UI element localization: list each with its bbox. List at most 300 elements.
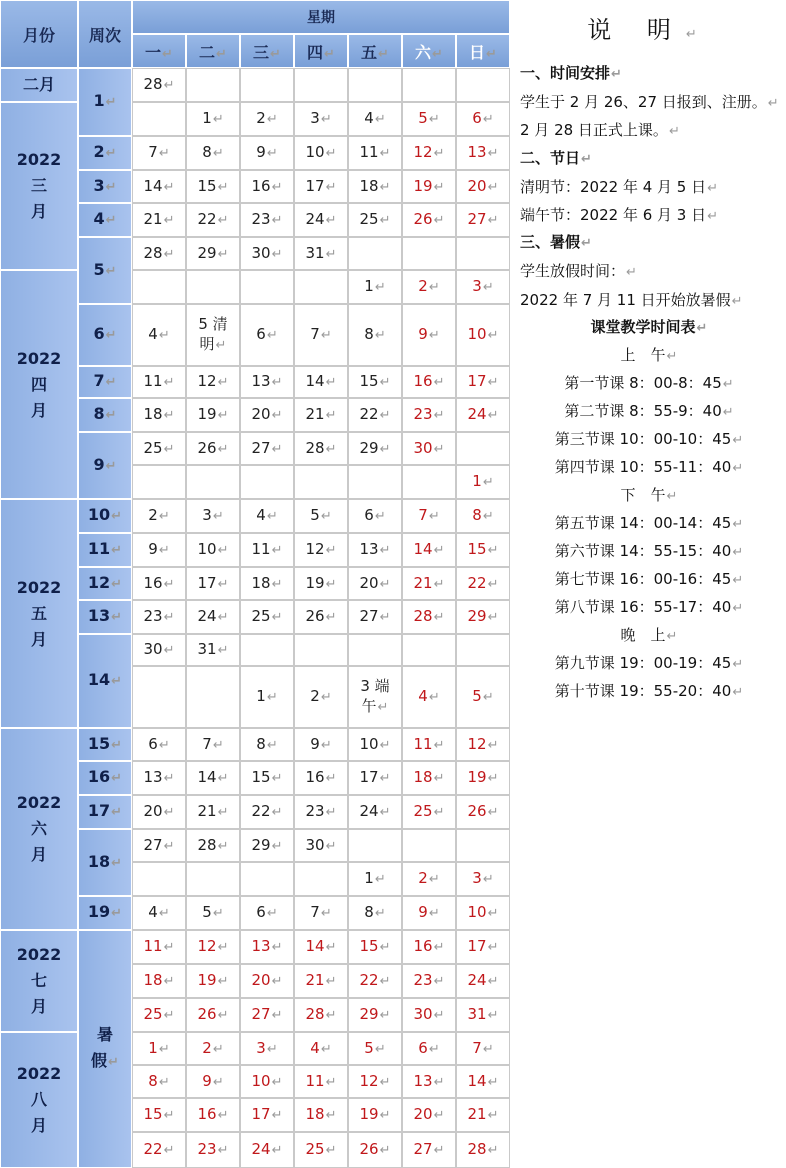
day-cell xyxy=(294,398,348,432)
day-number: 24 ↵ xyxy=(198,606,229,628)
day-cell xyxy=(294,102,348,136)
morning-label: 上 午 ↵ xyxy=(512,344,786,365)
day-cell xyxy=(240,761,294,795)
day-cell xyxy=(456,998,510,1032)
week-cell xyxy=(78,728,132,761)
day-cell xyxy=(132,499,186,533)
month-label: 2022 五 月 xyxy=(16,577,62,649)
day-cell xyxy=(186,304,240,366)
day-number: 29 ↵ xyxy=(360,438,391,460)
day-cell xyxy=(240,567,294,600)
day-cell xyxy=(294,1132,348,1168)
day-number: 3 ↵ xyxy=(202,505,223,527)
day-number: 13 ↵ xyxy=(414,1071,445,1093)
day-number: 1 ↵ xyxy=(472,471,493,493)
week-cell xyxy=(78,398,132,432)
day-cell xyxy=(132,1065,186,1098)
day-cell xyxy=(240,930,294,964)
day-number: 2 ↵ xyxy=(310,686,331,708)
day-cell xyxy=(348,136,402,170)
day-number: 20 ↵ xyxy=(414,1104,445,1126)
month-cell xyxy=(0,102,78,270)
day-number: 8 ↵ xyxy=(364,902,385,924)
day-number: 29 ↵ xyxy=(252,835,283,857)
day-cell xyxy=(402,366,456,398)
week-label: 暑 假 ↵ xyxy=(91,1022,119,1076)
weekday-group-header xyxy=(132,0,510,34)
day-number: 23 ↵ xyxy=(414,970,445,992)
weekday-label: 六 ↵ xyxy=(415,40,443,63)
day-number: 23 ↵ xyxy=(306,801,337,823)
day-number: 10 ↵ xyxy=(252,1071,283,1093)
day-cell xyxy=(294,499,348,533)
day-number: 14 ↵ xyxy=(306,371,337,393)
day-number: 21 ↵ xyxy=(198,801,229,823)
day-number: 13 ↵ xyxy=(468,142,499,164)
day-number: 23 ↵ xyxy=(198,1139,229,1161)
day-number: 20 ↵ xyxy=(468,176,499,198)
day-cell xyxy=(348,1065,402,1098)
day-number: 11 ↵ xyxy=(360,142,391,164)
day-number: 12 ↵ xyxy=(414,142,445,164)
day-cell xyxy=(456,68,510,102)
afternoon-label: 下 午 ↵ xyxy=(512,484,786,505)
day-number: 27 ↵ xyxy=(468,209,499,231)
day-number: 23 ↵ xyxy=(144,606,175,628)
day-number: 11 ↵ xyxy=(252,539,283,561)
day-number: 19 ↵ xyxy=(468,767,499,789)
day-cell xyxy=(402,304,456,366)
day-number: 12 ↵ xyxy=(306,539,337,561)
day-cell xyxy=(240,666,294,728)
day-number: 19 ↵ xyxy=(198,970,229,992)
day-cell xyxy=(294,270,348,304)
day-number: 2 ↵ xyxy=(418,276,439,298)
day-number: 18 ↵ xyxy=(360,176,391,198)
day-cell xyxy=(456,829,510,862)
day-cell xyxy=(348,1032,402,1065)
day-cell xyxy=(132,761,186,795)
day-number: 16 ↵ xyxy=(414,371,445,393)
day-number: 10 ↵ xyxy=(306,142,337,164)
week-cell xyxy=(78,432,132,499)
day-number: 21 ↵ xyxy=(144,209,175,231)
day-cell xyxy=(186,270,240,304)
day-cell xyxy=(402,666,456,728)
day-number: 2 ↵ xyxy=(202,1038,223,1060)
day-number: 20 ↵ xyxy=(252,970,283,992)
day-cell xyxy=(186,998,240,1032)
day-cell xyxy=(186,634,240,666)
weekday-header-2 xyxy=(186,34,240,68)
day-cell xyxy=(402,136,456,170)
day-cell xyxy=(132,170,186,203)
period-4: 第四节课 10：55-11：40 ↵ xyxy=(512,456,786,477)
weekday-header-7 xyxy=(456,34,510,68)
day-cell xyxy=(240,170,294,203)
day-number: 16 ↵ xyxy=(198,1104,229,1126)
day-cell xyxy=(186,964,240,998)
day-number: 24 ↵ xyxy=(252,1139,283,1161)
week-label: 17 ↵ xyxy=(88,798,122,826)
day-number: 22 ↵ xyxy=(360,970,391,992)
day-cell xyxy=(132,533,186,567)
section-holiday-heading: 二、节日 ↵ xyxy=(520,147,592,168)
day-cell xyxy=(132,398,186,432)
day-number: 9 ↵ xyxy=(310,734,331,756)
month-header-label: 月份 xyxy=(22,25,55,45)
day-cell xyxy=(348,170,402,203)
day-cell xyxy=(294,728,348,761)
week-cell xyxy=(78,170,132,203)
day-cell xyxy=(402,896,456,930)
day-cell xyxy=(186,795,240,829)
day-number: 27 ↵ xyxy=(252,1004,283,1026)
day-number: 17 ↵ xyxy=(360,767,391,789)
qingming-line: 清明节：2022 年 4 月 5 日 ↵ xyxy=(520,176,718,197)
period-3: 第三节课 10：00-10：45 ↵ xyxy=(512,428,786,449)
day-cell xyxy=(186,862,240,896)
day-cell xyxy=(456,270,510,304)
week-label: 8 ↵ xyxy=(93,401,116,429)
day-cell xyxy=(456,432,510,465)
day-number: 16 ↵ xyxy=(414,936,445,958)
day-cell xyxy=(456,237,510,270)
day-number: 9 ↵ xyxy=(148,539,169,561)
day-cell xyxy=(456,567,510,600)
day-number: 3 端 午 ↵ xyxy=(360,676,389,718)
day-cell xyxy=(132,666,186,728)
day-cell xyxy=(240,102,294,136)
day-cell xyxy=(186,1065,240,1098)
day-number: 12 ↵ xyxy=(198,936,229,958)
day-number: 7 ↵ xyxy=(310,902,331,924)
day-number: 5 清 明 ↵ xyxy=(198,314,227,356)
week-cell xyxy=(78,304,132,366)
day-cell xyxy=(402,728,456,761)
day-number: 26 ↵ xyxy=(198,438,229,460)
day-number: 15 ↵ xyxy=(198,176,229,198)
day-number: 30 ↵ xyxy=(144,639,175,661)
day-cell xyxy=(348,930,402,964)
week-label: 4 ↵ xyxy=(93,206,116,234)
day-cell xyxy=(348,896,402,930)
weekday-group-label: 星期 xyxy=(307,10,335,26)
day-number: 27 ↵ xyxy=(360,606,391,628)
day-number: 5 ↵ xyxy=(364,1038,385,1060)
day-cell xyxy=(456,896,510,930)
day-number: 17 ↵ xyxy=(198,573,229,595)
week-cell xyxy=(78,600,132,634)
weekday-header-4 xyxy=(294,34,348,68)
day-cell xyxy=(294,203,348,237)
day-number: 10 ↵ xyxy=(468,902,499,924)
day-cell xyxy=(402,1032,456,1065)
day-number: 25 ↵ xyxy=(414,801,445,823)
day-number: 1 ↵ xyxy=(364,868,385,890)
day-number: 14 ↵ xyxy=(306,936,337,958)
day-cell xyxy=(402,829,456,862)
day-cell xyxy=(402,634,456,666)
period-9: 第九节课 19：00-19：45 ↵ xyxy=(512,652,786,673)
day-cell xyxy=(456,1065,510,1098)
day-cell xyxy=(132,634,186,666)
notes-panel xyxy=(512,0,786,1168)
day-cell xyxy=(240,634,294,666)
week-label: 13 ↵ xyxy=(88,603,122,631)
period-8: 第八节课 16：55-17：40 ↵ xyxy=(512,596,786,617)
day-number: 28 ↵ xyxy=(144,243,175,265)
day-cell xyxy=(186,666,240,728)
day-cell xyxy=(456,465,510,499)
day-number: 5 ↵ xyxy=(472,686,493,708)
day-cell xyxy=(348,203,402,237)
day-number: 30 ↵ xyxy=(414,438,445,460)
week-cell xyxy=(78,896,132,930)
period-10: 第十节课 19：55-20：40 ↵ xyxy=(512,680,786,701)
week-label: 1 ↵ xyxy=(93,88,116,116)
day-cell xyxy=(186,896,240,930)
day-cell xyxy=(348,68,402,102)
day-number: 28 ↵ xyxy=(414,606,445,628)
day-cell xyxy=(402,68,456,102)
month-label: 2022 三 月 xyxy=(16,150,62,221)
day-cell xyxy=(294,465,348,499)
day-number: 6 ↵ xyxy=(148,734,169,756)
evening-label: 晚 上 ↵ xyxy=(512,624,786,645)
day-cell xyxy=(402,102,456,136)
registration-line: 学生于 2 月 26、27 日报到、注册。 ↵ xyxy=(520,91,779,112)
day-number: 9 ↵ xyxy=(418,902,439,924)
day-number: 6 ↵ xyxy=(418,1038,439,1060)
day-cell xyxy=(402,465,456,499)
period-7: 第七节课 16：00-16：45 ↵ xyxy=(512,568,786,589)
day-cell xyxy=(294,304,348,366)
day-cell xyxy=(240,304,294,366)
day-number: 15 ↵ xyxy=(144,1104,175,1126)
day-cell xyxy=(348,829,402,862)
day-number: 31 ↵ xyxy=(468,1004,499,1026)
day-cell xyxy=(240,829,294,862)
day-number: 24 ↵ xyxy=(468,970,499,992)
day-number: 26 ↵ xyxy=(414,209,445,231)
day-cell xyxy=(456,499,510,533)
week-header-label: 周次 xyxy=(88,25,121,45)
day-cell xyxy=(132,136,186,170)
day-cell xyxy=(456,1032,510,1065)
week-cell xyxy=(78,567,132,600)
day-number: 8 ↵ xyxy=(148,1071,169,1093)
day-cell xyxy=(402,862,456,896)
day-cell xyxy=(456,666,510,728)
day-cell xyxy=(294,432,348,465)
period-5: 第五节课 14：00-14：45 ↵ xyxy=(512,512,786,533)
day-number: 10 ↵ xyxy=(198,539,229,561)
week-label: 10 ↵ xyxy=(88,502,122,530)
day-number: 10 ↵ xyxy=(360,734,391,756)
day-number: 19 ↵ xyxy=(360,1104,391,1126)
day-cell xyxy=(132,366,186,398)
day-cell xyxy=(240,896,294,930)
week-label: 6 ↵ xyxy=(93,321,116,349)
day-number: 6 ↵ xyxy=(256,902,277,924)
day-number: 30 ↵ xyxy=(252,243,283,265)
day-cell xyxy=(348,862,402,896)
day-cell xyxy=(348,398,402,432)
day-number: 11 ↵ xyxy=(306,1071,337,1093)
week-cell xyxy=(78,499,132,533)
period-6: 第六节课 14：55-15：40 ↵ xyxy=(512,540,786,561)
day-cell xyxy=(186,398,240,432)
week-cell xyxy=(78,930,132,1168)
day-cell xyxy=(132,1098,186,1132)
day-cell xyxy=(402,499,456,533)
day-number: 26 ↵ xyxy=(198,1004,229,1026)
day-cell xyxy=(402,1132,456,1168)
day-number: 12 ↵ xyxy=(198,371,229,393)
day-cell xyxy=(240,432,294,465)
week-cell xyxy=(78,237,132,304)
day-number: 7 ↵ xyxy=(310,324,331,346)
day-number: 28 ↵ xyxy=(306,438,337,460)
weekday-label: 日 ↵ xyxy=(469,40,497,63)
day-cell xyxy=(240,1065,294,1098)
day-number: 30 ↵ xyxy=(414,1004,445,1026)
day-number: 4 ↵ xyxy=(364,108,385,130)
day-number: 6 ↵ xyxy=(364,505,385,527)
day-cell xyxy=(186,1132,240,1168)
day-cell xyxy=(186,567,240,600)
day-number: 7 ↵ xyxy=(148,142,169,164)
day-number: 6 ↵ xyxy=(472,108,493,130)
day-cell xyxy=(186,366,240,398)
day-cell xyxy=(132,998,186,1032)
weekday-label: 三 ↵ xyxy=(253,40,281,63)
day-cell xyxy=(240,499,294,533)
week-cell xyxy=(78,761,132,795)
day-number: 11 ↵ xyxy=(144,936,175,958)
day-number: 9 ↵ xyxy=(418,324,439,346)
day-number: 6 ↵ xyxy=(256,324,277,346)
day-number: 14 ↵ xyxy=(198,767,229,789)
day-number: 22 ↵ xyxy=(468,573,499,595)
period-1: 第一节课 8：00-8：45 ↵ xyxy=(512,372,786,393)
day-cell xyxy=(186,203,240,237)
day-cell xyxy=(456,964,510,998)
day-cell xyxy=(132,1032,186,1065)
week-label: 18 ↵ xyxy=(88,849,122,877)
day-cell xyxy=(456,136,510,170)
day-cell xyxy=(240,1098,294,1132)
day-cell xyxy=(240,533,294,567)
week-label: 5 ↵ xyxy=(93,257,116,285)
vacation-start-line: 2022 年 7 月 11 日开始放暑假 ↵ xyxy=(520,289,743,310)
day-cell xyxy=(186,728,240,761)
week-cell xyxy=(78,136,132,170)
day-cell xyxy=(132,862,186,896)
month-cell xyxy=(0,1032,78,1168)
day-number: 29 ↵ xyxy=(198,243,229,265)
day-cell xyxy=(240,600,294,634)
day-cell xyxy=(132,829,186,862)
day-number: 9 ↵ xyxy=(202,1071,223,1093)
month-cell xyxy=(0,68,78,102)
day-number: 28 ↵ xyxy=(144,74,175,96)
day-number: 3 ↵ xyxy=(310,108,331,130)
notes-title: 说 明 ↵ xyxy=(512,10,786,45)
day-cell xyxy=(348,761,402,795)
day-cell xyxy=(132,795,186,829)
day-cell xyxy=(402,203,456,237)
week-label: 7 ↵ xyxy=(93,368,116,396)
day-cell xyxy=(240,136,294,170)
day-cell xyxy=(294,795,348,829)
day-cell xyxy=(402,964,456,998)
day-cell xyxy=(348,567,402,600)
week-label: 3 ↵ xyxy=(93,173,116,201)
month-label: 2022 六 月 xyxy=(16,793,62,864)
day-number: 16 ↵ xyxy=(306,767,337,789)
day-number: 15 ↵ xyxy=(252,767,283,789)
weekday-label: 五 ↵ xyxy=(361,40,389,63)
day-number: 1 ↵ xyxy=(364,276,385,298)
day-number: 13 ↵ xyxy=(360,539,391,561)
day-number: 11 ↵ xyxy=(414,734,445,756)
schedule-title: 课堂教学时间表 ↵ xyxy=(512,316,786,337)
day-cell xyxy=(294,1098,348,1132)
week-cell xyxy=(78,533,132,567)
day-cell xyxy=(348,666,402,728)
day-number: 13 ↵ xyxy=(252,936,283,958)
day-number: 20 ↵ xyxy=(360,573,391,595)
day-number: 25 ↵ xyxy=(360,209,391,231)
day-number: 29 ↵ xyxy=(360,1004,391,1026)
day-number: 16 ↵ xyxy=(144,573,175,595)
day-number: 2 ↵ xyxy=(256,108,277,130)
day-cell xyxy=(402,533,456,567)
day-cell xyxy=(294,862,348,896)
day-number: 16 ↵ xyxy=(252,176,283,198)
day-cell xyxy=(132,102,186,136)
day-number: 11 ↵ xyxy=(144,371,175,393)
month-label: 2022 四 月 xyxy=(16,348,62,420)
day-cell xyxy=(294,237,348,270)
day-cell xyxy=(186,432,240,465)
day-cell xyxy=(240,1132,294,1168)
day-number: 8 ↵ xyxy=(472,505,493,527)
day-cell xyxy=(240,465,294,499)
day-cell xyxy=(186,533,240,567)
day-number: 7 ↵ xyxy=(472,1038,493,1060)
day-number: 15 ↵ xyxy=(468,539,499,561)
day-cell xyxy=(186,930,240,964)
day-number: 9 ↵ xyxy=(256,142,277,164)
day-cell xyxy=(294,666,348,728)
day-number: 31 ↵ xyxy=(306,243,337,265)
day-number: 24 ↵ xyxy=(360,801,391,823)
day-cell xyxy=(402,567,456,600)
day-cell xyxy=(348,1132,402,1168)
day-number: 26 ↵ xyxy=(360,1139,391,1161)
week-cell xyxy=(78,795,132,829)
week-label: 2 ↵ xyxy=(93,139,116,167)
day-number: 17 ↵ xyxy=(252,1104,283,1126)
day-cell xyxy=(132,304,186,366)
day-cell xyxy=(348,795,402,829)
day-cell xyxy=(348,499,402,533)
day-cell xyxy=(402,270,456,304)
week-column-header xyxy=(78,0,132,68)
